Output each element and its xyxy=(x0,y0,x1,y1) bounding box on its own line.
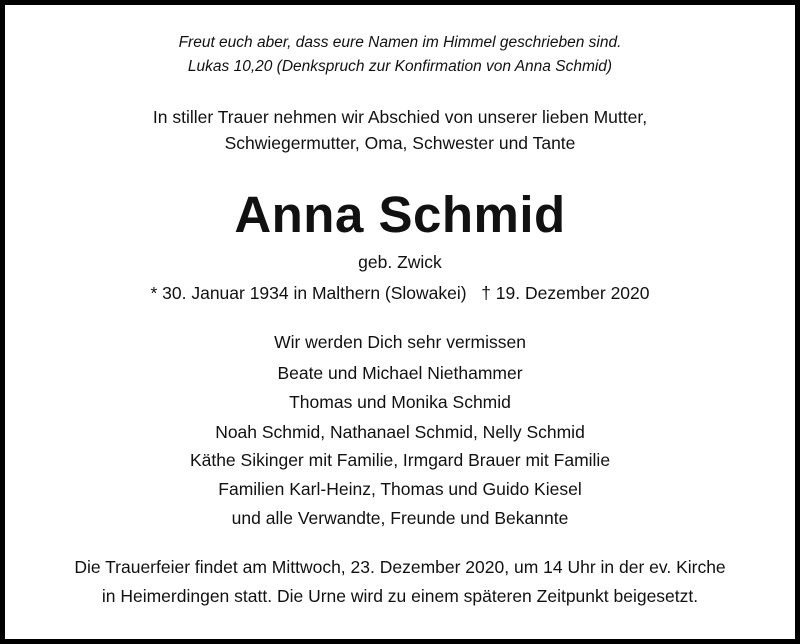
mourners-line: Thomas und Monika Schmid xyxy=(289,392,511,412)
funeral-info-line: in Heimerdingen statt. Die Urne wird zu einem späteren Zeitpunkt beigesetzt. xyxy=(101,586,699,606)
mourners-line: Familien Karl-Heinz, Thomas und Guido Kiesel xyxy=(218,479,582,499)
mourners-line: Käthe Sikinger mit Familie, Irmgard Brauer mit Familie xyxy=(189,450,611,470)
funeral-info-line: Die Trauerfeier findet am Mittwoch, 23. Dezember 2020, um 14 Uhr in der ev. Kirche xyxy=(74,557,726,577)
mourners-line: und alle Verwandte, Freunde und Bekannte xyxy=(231,508,569,528)
intro-line: Schwiegermutter, Oma, Schwester und Tante xyxy=(224,133,576,153)
maiden-name: geb. Zwick xyxy=(358,252,442,272)
mourners-line: Noah Schmid, Nathanael Schmid, Nelly Schmid xyxy=(215,422,585,442)
verse-text: Freut euch aber, dass eure Namen im Himmel geschrieben sind. xyxy=(178,34,622,51)
mourners-line: Wir werden Dich sehr vermissen xyxy=(274,332,526,352)
mourners-line: Beate und Michael Niethammer xyxy=(277,363,523,383)
verse-reference: Lukas 10,20 (Denkspruch zur Konfirmation von Anna Schmid) xyxy=(187,58,613,75)
deceased-name: Anna Schmid xyxy=(234,186,566,243)
intro-line: In stiller Trauer nehmen wir Abschied von unserer lieben Mutter, xyxy=(152,107,648,127)
life-dates: * 30. Januar 1934 in Malthern (Slowakei) † 19. Dezember 2020 xyxy=(150,283,650,303)
